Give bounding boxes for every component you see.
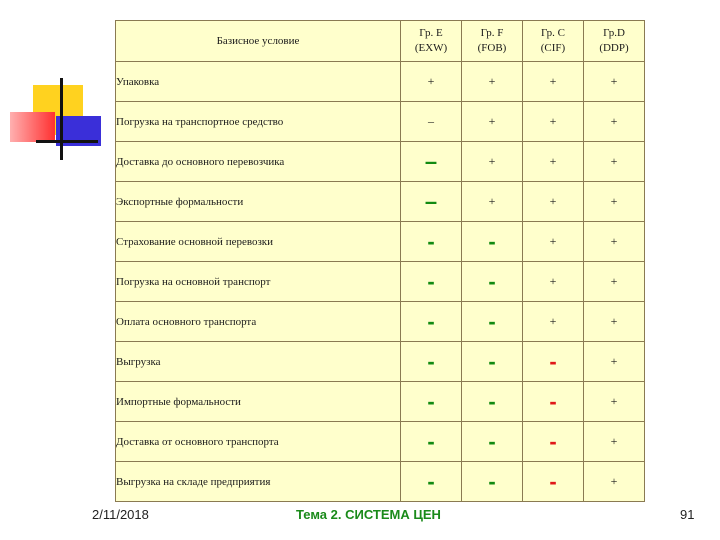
- mark-cell: +: [584, 62, 645, 102]
- footer-date: 2/11/2018: [92, 507, 149, 522]
- header-group-d: Гр.D (DDP): [584, 21, 645, 62]
- row-label: Импортные формальности: [116, 382, 401, 422]
- mark-cell: -: [462, 422, 523, 462]
- mark-cell: +: [462, 102, 523, 142]
- mark-cell: -: [462, 302, 523, 342]
- table-row: [116, 182, 645, 222]
- mark-cell: +: [523, 102, 584, 142]
- mark-cell: +: [584, 102, 645, 142]
- row-label: Страхование основной перевозки: [116, 222, 401, 262]
- row-label: Выгрузка на складе предприятия: [116, 462, 401, 502]
- mark-cell: +: [523, 182, 584, 222]
- mark-cell: +: [584, 382, 645, 422]
- horizontal-line: [36, 140, 98, 143]
- row-label: Погрузка на основной транспорт: [116, 262, 401, 302]
- mark-cell: –: [401, 142, 462, 182]
- vertical-line: [60, 78, 63, 160]
- mark-cell: +: [584, 422, 645, 462]
- mark-cell: -: [401, 302, 462, 342]
- mark-cell: -: [523, 462, 584, 502]
- header-group-f: Гр. F (FOB): [462, 21, 523, 62]
- table-row: [116, 462, 645, 502]
- table-row: [116, 302, 645, 342]
- mark-cell: +: [462, 182, 523, 222]
- mark-cell: +: [523, 62, 584, 102]
- table-row: [116, 342, 645, 382]
- mark-cell: -: [462, 462, 523, 502]
- mark-cell: +: [462, 62, 523, 102]
- mark-cell: -: [401, 462, 462, 502]
- row-label: Оплата основного транспорта: [116, 302, 401, 342]
- mark-cell: -: [523, 382, 584, 422]
- mark-cell: -: [462, 222, 523, 262]
- mark-cell: +: [523, 302, 584, 342]
- mark-cell: +: [584, 462, 645, 502]
- page-number: 91: [680, 507, 695, 522]
- footer-title: Тема 2. СИСТЕМА ЦЕН: [296, 507, 441, 522]
- mark-cell: –: [401, 182, 462, 222]
- mark-cell: +: [584, 262, 645, 302]
- header-group-c: Гр. C (CIF): [523, 21, 584, 62]
- table-row: [116, 142, 645, 182]
- mark-cell: -: [401, 262, 462, 302]
- table-row: [116, 382, 645, 422]
- mark-cell: -: [523, 422, 584, 462]
- row-label: Выгрузка: [116, 342, 401, 382]
- mark-cell: -: [523, 342, 584, 382]
- row-label: Доставка до основного перевозчика: [116, 142, 401, 182]
- mark-cell: -: [401, 222, 462, 262]
- mark-cell: -: [401, 422, 462, 462]
- header-group-e: Гр. E (EXW): [401, 21, 462, 62]
- red-gradient-square: [10, 112, 55, 142]
- row-label: Доставка от основного транспорта: [116, 422, 401, 462]
- mark-cell: -: [462, 382, 523, 422]
- mark-cell: +: [523, 142, 584, 182]
- table-row: [116, 102, 645, 142]
- table-row: [116, 422, 645, 462]
- mark-cell: +: [523, 222, 584, 262]
- header-basis-condition: Базисное условие: [116, 21, 401, 62]
- mark-cell: +: [462, 142, 523, 182]
- mark-cell: +: [523, 262, 584, 302]
- mark-cell: -: [401, 342, 462, 382]
- row-label: Погрузка на транспортное средство: [116, 102, 401, 142]
- table-row: [116, 262, 645, 302]
- incoterms-table: [115, 20, 645, 502]
- mark-cell: +: [401, 62, 462, 102]
- mark-cell: +: [584, 222, 645, 262]
- row-label: Экспортные формальности: [116, 182, 401, 222]
- mark-cell: +: [584, 142, 645, 182]
- table-header-row: [116, 21, 645, 62]
- mark-cell: +: [584, 342, 645, 382]
- mark-cell: -: [462, 262, 523, 302]
- row-label: Упаковка: [116, 62, 401, 102]
- table-row: [116, 62, 645, 102]
- mark-cell: -: [401, 382, 462, 422]
- table-row: [116, 222, 645, 262]
- mark-cell: +: [584, 182, 645, 222]
- mark-cell: +: [584, 302, 645, 342]
- decorative-squares-logo: [0, 0, 110, 170]
- mark-cell: -: [462, 342, 523, 382]
- mark-cell: –: [401, 102, 462, 142]
